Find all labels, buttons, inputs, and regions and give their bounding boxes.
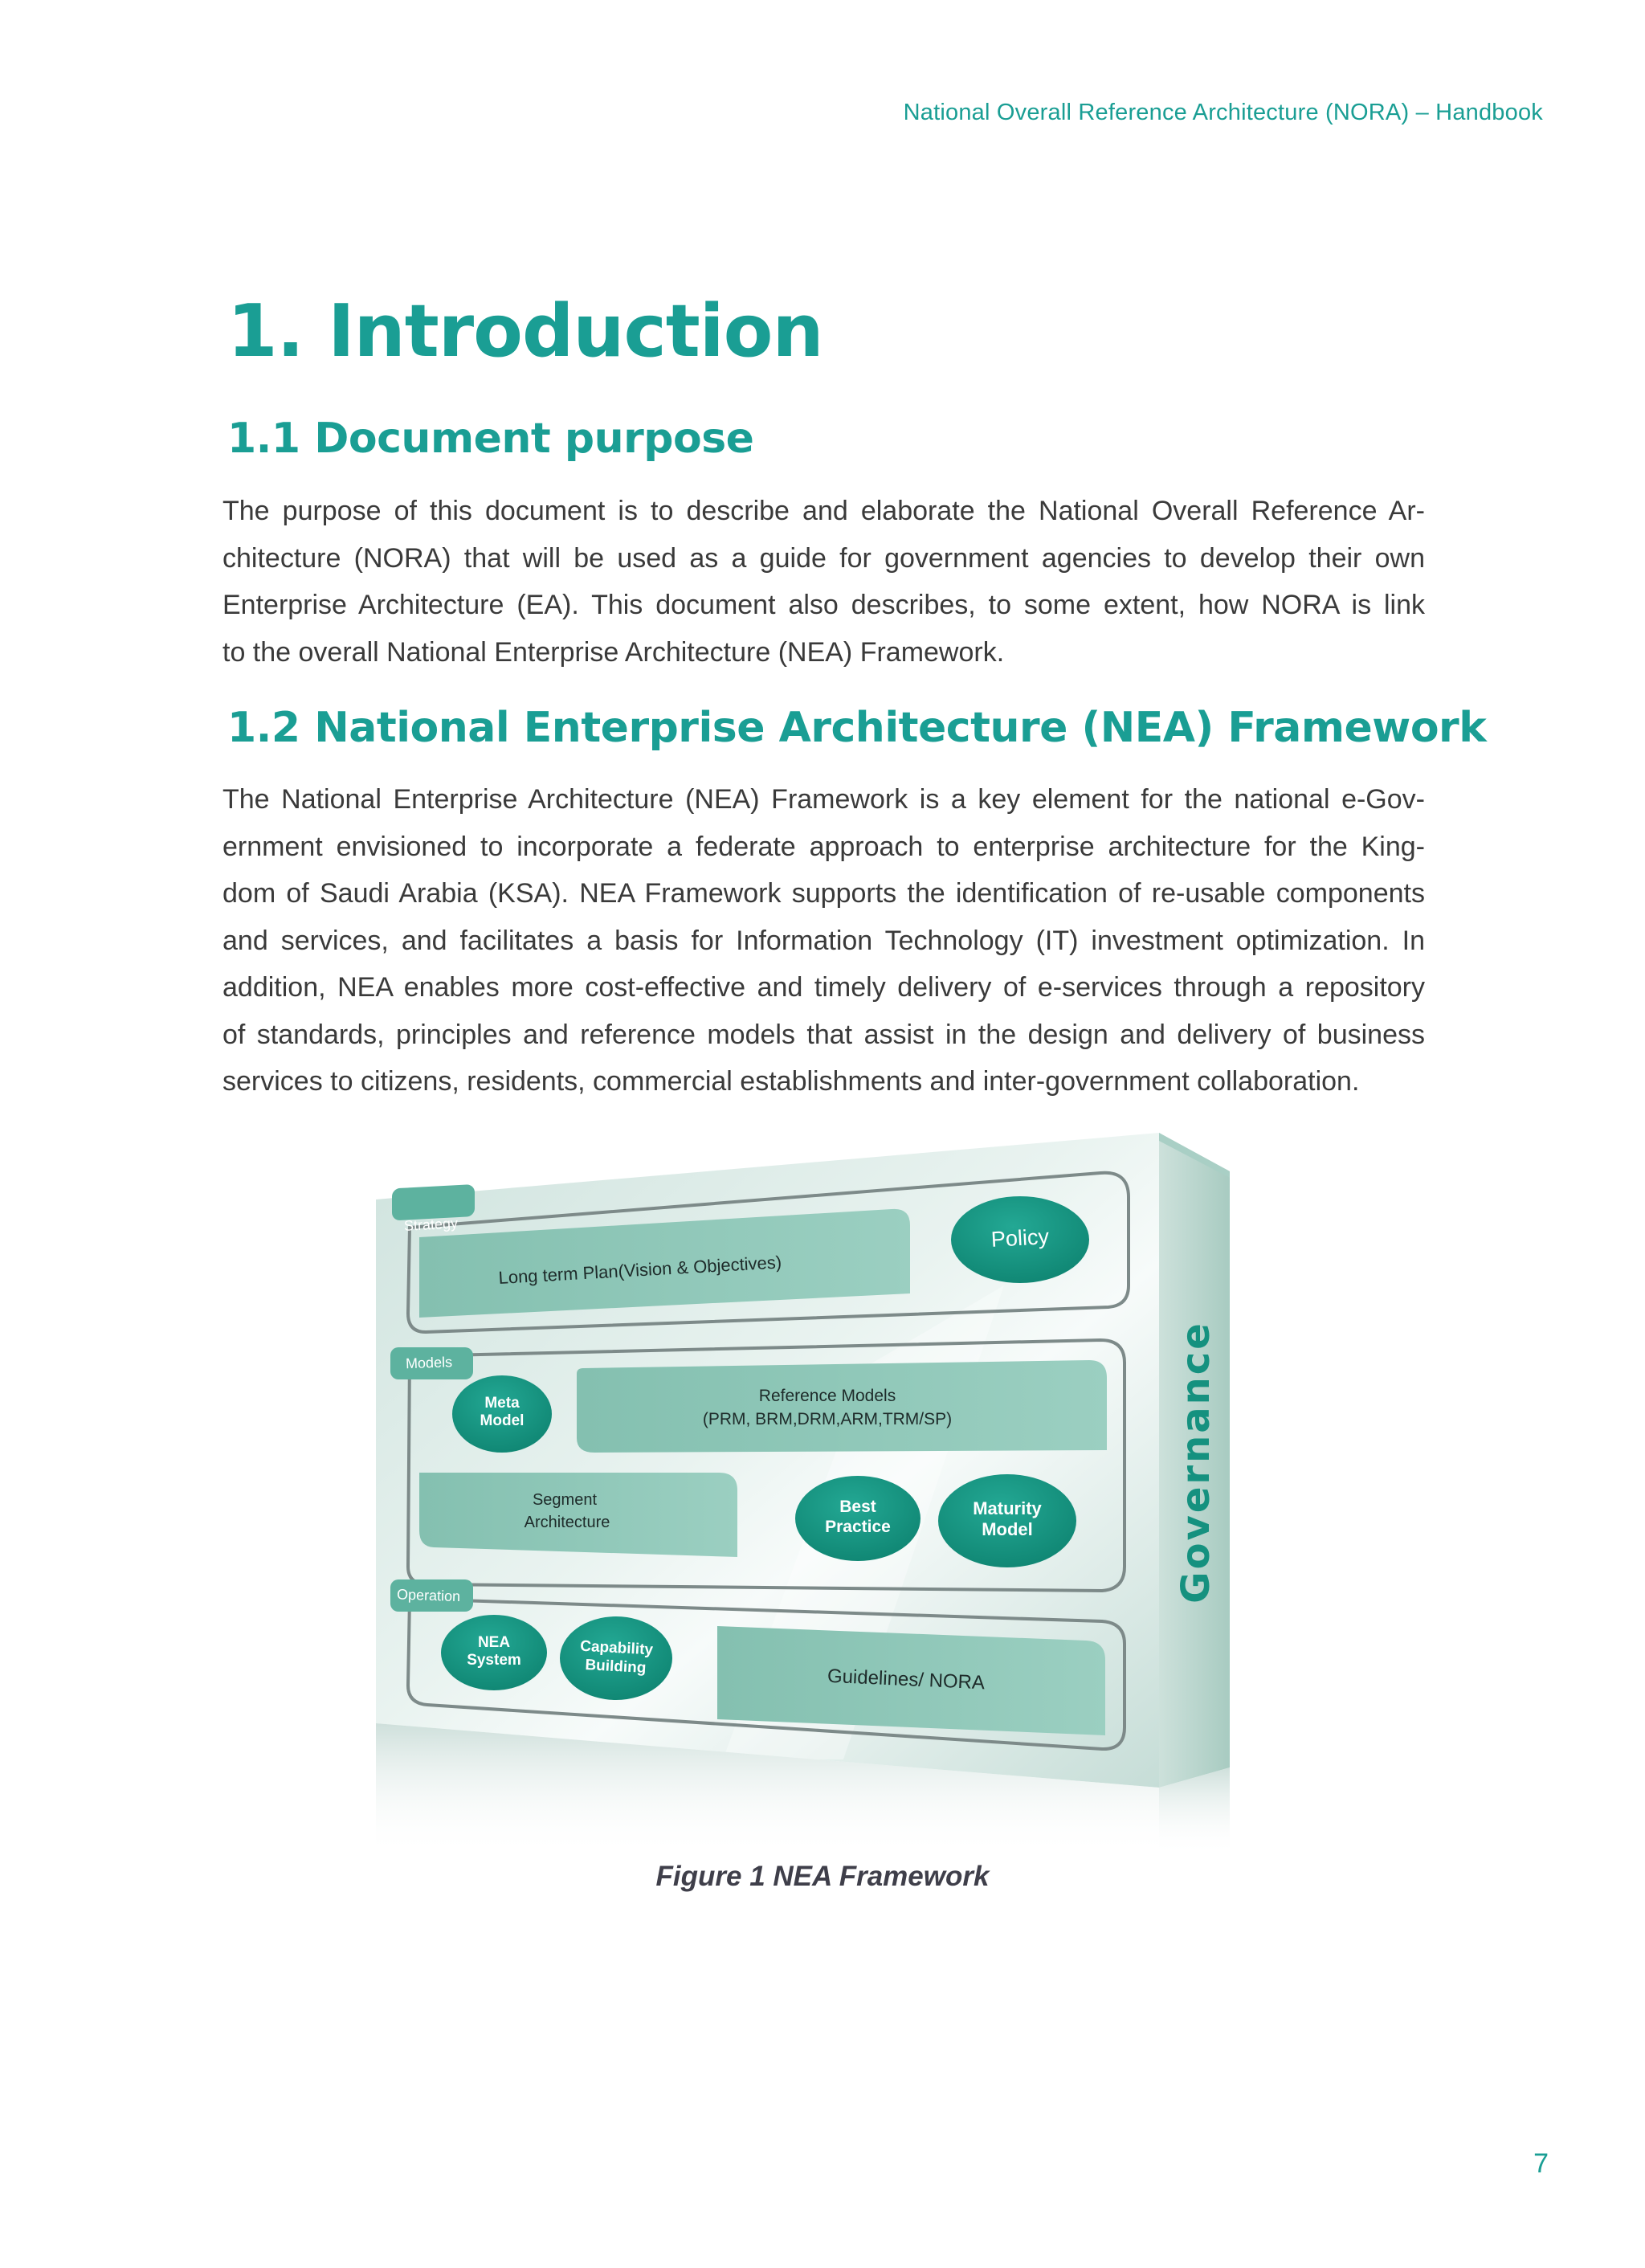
paragraph-document-purpose — [222, 488, 1425, 676]
operation-tab-label: Operation — [396, 1586, 461, 1605]
nea-framework-figure — [369, 1125, 1237, 1864]
text-line: The purpose of this document is to describe and elaborate the National Overall Reference Ar- — [222, 496, 1425, 526]
strategy-tab-label: Strategy — [403, 1215, 459, 1234]
text-line: dom of Saudi Arabia (KSA). NEA Framework supports the identification of re-usable components — [222, 878, 1425, 909]
guidelines-label: Guidelines/ NORA — [827, 1665, 986, 1694]
segment-architecture-label-1: Segment — [532, 1491, 598, 1509]
text-line: services to citizens, residents, commercial establishments and inter-government collaboration. — [222, 1066, 1360, 1097]
text-line: of standards, principles and reference models that assist in the design and delivery of business — [222, 1019, 1425, 1050]
text-line: Enterprise Architecture (EA). This document also describes, to some extent, how NORA is link — [222, 590, 1425, 620]
governance-label: Governance — [1174, 1321, 1218, 1604]
paragraph-nea-framework — [222, 776, 1425, 1105]
reference-models-panel — [577, 1360, 1107, 1453]
meta-model-label-2: Model — [480, 1412, 525, 1429]
best-practice-label-1: Best — [839, 1498, 876, 1516]
segment-architecture-label-2: Architecture — [524, 1514, 610, 1531]
text-line: addition, NEA enables more cost-effective and timely delivery of e-services through a repository — [222, 972, 1425, 1003]
capability-building-label-1: Capability — [579, 1637, 654, 1659]
policy-label: Policy — [990, 1224, 1050, 1252]
text-line: chitecture (NORA) that will be used as a guide for government agencies to develop their own — [222, 542, 1425, 574]
models-tab-label: Models — [405, 1354, 453, 1372]
nea-system-label-1: NEA — [477, 1634, 511, 1651]
strategy-tab — [392, 1184, 475, 1220]
section-title-nea-framework: 1.2 National Enterprise Architecture (NEA) Framework — [227, 704, 1487, 752]
maturity-model-label-2: Model — [982, 1519, 1033, 1539]
text-line: and services, and facilitates a basis for Information Technology (IT) investment optimization. In — [222, 925, 1425, 956]
capability-building-label-2: Building — [584, 1657, 647, 1677]
best-practice-label-2: Practice — [825, 1518, 891, 1536]
text-line: The National Enterprise Architecture (NEA) Framework is a key element for the national e-Gov- — [222, 784, 1425, 815]
meta-model-label-1: Meta — [484, 1395, 520, 1412]
reference-models-label-1: Reference Models — [758, 1387, 896, 1405]
figure-caption: Figure 1 NEA Framework — [655, 1861, 990, 1892]
text-line: ernment envisioned to incorporate a federate approach to enterprise architecture for the King- — [222, 831, 1425, 862]
text-line: to the overall National Enterprise Architecture (NEA) Framework. — [222, 636, 1005, 668]
reference-models-label-2: (PRM, BRM,DRM,ARM,TRM/SP) — [702, 1410, 953, 1428]
page-number: 7 — [1533, 2148, 1549, 2179]
section-title-document-purpose: 1.1 Document purpose — [227, 415, 754, 463]
maturity-model-label-1: Maturity — [973, 1498, 1042, 1518]
chapter-title: 1. Introduction — [227, 289, 823, 374]
long-term-plan-label: Long term Plan(Vision & Objectives) — [497, 1252, 782, 1289]
nea-system-label-2: System — [467, 1652, 521, 1669]
running-header: National Overall Reference Architecture (NORA) – Handbook — [903, 100, 1543, 125]
